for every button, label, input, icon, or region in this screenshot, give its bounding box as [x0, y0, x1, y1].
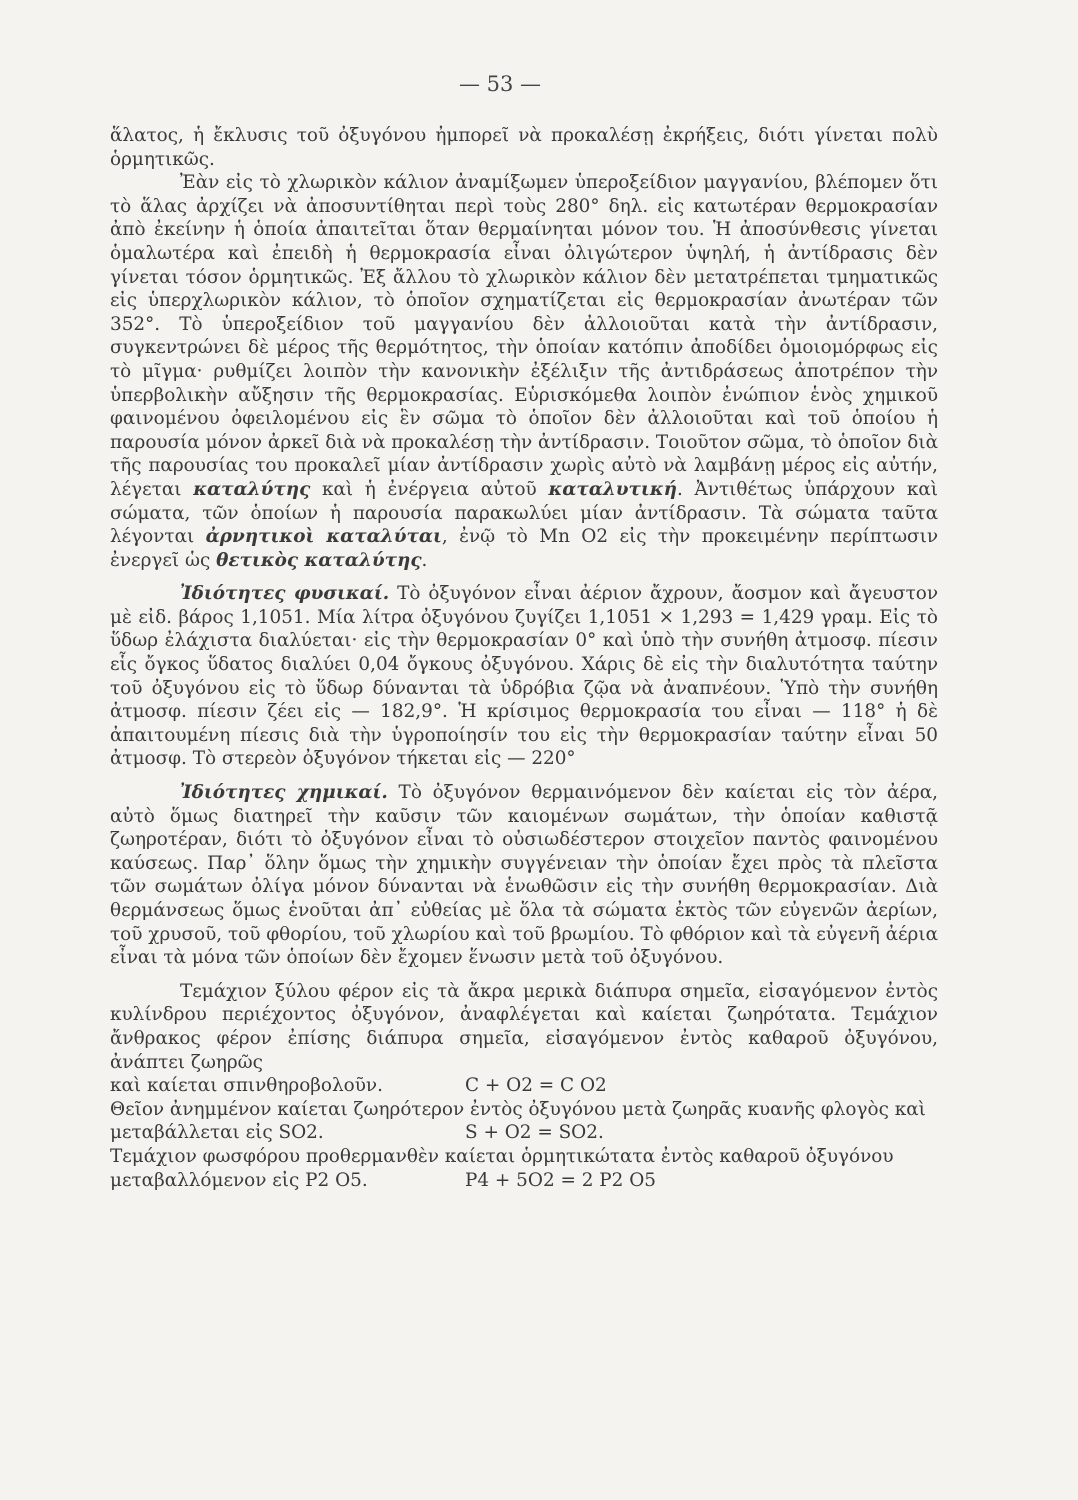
- section-heading-physical: Ἰδιότητες φυσικαί.: [180, 583, 390, 605]
- paragraph-sulfur: Θεῖον ἀνημμένον καίεται ζωηρότερον ἐντὸς ὀξυγόνου μετὰ ζωηρᾶς κυανῆς φλογὸς καὶ: [110, 1098, 926, 1120]
- term-catalytic: καταλυτική: [548, 478, 677, 500]
- section-chemical: Ἰδιότητες χημικαί. Τὸ ὀξυγόνον θερμαινόμενον δὲν καίεται εἰς τὸν ἀέρα, αὐτὸ ὅμως διατηρεῖ τὴν καῦσιν τῶν καιομένων σωμάτων, τὴν ὁποίαν καθιστᾷ ζωηροτέραν, διότι τὸ ὀξυγόνον εἶναι τὸ οὐσιωδέστερον στοιχεῖον παντὸς φαινομένου καύσεως. Παρ᾿ ὅλην ὅμως τὴν χημικὴν συγγένειαν τὴν ὁποίαν ἔχει πρὸς τὰ πλεῖστα τῶν σωμάτων ὀλίγα μόνον δύνανται νὰ ἑνωθῶσιν εἰς τὴν συνήθη θερμοκρασίαν. Διὰ θερμάνσεως ὅμως ἑνοῦται ἀπ᾿ εὐθείας μὲ ὅλα τὰ σώματα ἐκτὸς τῶν εὐγενῶν ἀερίων, τοῦ χρυσοῦ, τοῦ φθορίου, τοῦ χλωρίου καὶ τοῦ βρωμίου. Τὸ φθόριον καὶ τὰ εὐγενῆ ἀέρια εἶναι τὰ μόνα τῶν ὁποίων δὲν ἔχομεν ἕνωσιν μετὰ τοῦ ὀξυγόνου.: [110, 782, 939, 969]
- term-positive-catalyst: θετικὸς καταλύτης: [216, 549, 422, 571]
- paragraph: ἅλατος, ἡ ἔκλυσις τοῦ ὀξυγόνου ἠμπορεῖ νὰ προκαλέσῃ ἐκρήξεις, διότι γίνεται πολὺ ὁρμητικῶς.: [110, 125, 938, 170]
- paragraph: Ἐὰν εἰς τὸ χλωρικὸν κάλιον ἀναμίξωμεν ὑπεροξείδιον μαγγανίου, βλέπομεν ὅτι τὸ ἅλας ἀρχίζει νὰ ἀποσυντίθηται περὶ τοὺς 280° δηλ. εἰς κατωτέραν θερμοκρασίαν ἀπὸ ἐκείνην ἡ ὁποία ἀπαιτεῖται ὅταν θερμαίνηται μόνον του. Ἡ ἀποσύνθεσις γίνεται ὁμαλωτέρα καὶ ἐπειδὴ ἡ θερμοκρασία εἶναι ὀλιγώτερον ὑψηλή, ἡ ἀντίδρασις δὲν γίνεται τόσον ὁρμητικῶς. Ἐξ ἄλλου τὸ χλωρικὸν κάλιον δὲν μετατρέπεται τμηματικῶς εἰς ὑπερχλωρικὸν κάλιον, τὸ ὁποῖον σχηματίζεται εἰς θερμοκρασίαν ἀνωτέραν τῶν 352°. Τὸ ὑπεροξείδιον τοῦ μαγγανίου δὲν ἀλλοιοῦται κατὰ τὴν ἀντίδρασιν, συγκεντρώνει δὲ μέρος τῆς θερμότητος, τὴν ὁποίαν κατόπιν ἀποδίδει ὁμοιομόρφως εἰς τὸ μῖγμα· ρυθμίζει λοιπὸν τὴν κανονικὴν ἐξέλιξιν τῆς ἀντιδράσεως ἀποτρέπον τὴν ὑπερβολικὴν αὔξησιν τῆς θερμοκρασίας. Εὑρισκόμεθα λοιπὸν ἐνώπιον ἑνὸς χημικοῦ φαινομένου ὀφειλομένου εἰς ἓν σῶμα τὸ ὁποῖον δὲν ἀλλοιοῦται καὶ τοῦ ὁποίου ἡ παρουσία μόνον ἀρκεῖ διὰ νὰ προκαλέσῃ τὴν ἀντίδρασιν. Τοιοῦτον σῶμα, τὸ ὁποῖον διὰ τῆς παρουσίας του προκαλεῖ μίαν ἀντίδρασιν χωρὶς αὐτὸ νὰ λαμβάνῃ μέρος εἰς αὐτήν, λέγεται καταλύτης καὶ ἡ ἐνέργεια αὐτοῦ καταλυτική. Ἀντιθέτως ὑπάρχουν καὶ σώματα, τῶν ὁποίων ἡ παρουσία παρακωλύει μίαν ἀντίδρασιν. Τὰ σώματα ταῦτα λέγονται ἀρνητικοὶ καταλύται, ἐνῷ τὸ Mn O2 εἰς τὴν προκειμένην περίπτωσιν ἐνεργεῖ ὡς θετικὸς καταλύτης.: [110, 172, 939, 571]
- reaction-formula: C + O2 = C O2: [465, 1075, 607, 1097]
- body-text: [110, 124, 938, 1192]
- reaction-lead: μεταβαλλόμενον εἰς P2 O5.: [110, 1169, 368, 1191]
- reaction-formula: S + O2 = SO2.: [465, 1122, 604, 1144]
- paragraph-phosphorus: Τεμάχιον φωσφόρου προθερμανθὲν καίεται ὁρμητικώτατα ἐντὸς καθαροῦ ὀξυγόνου: [110, 1145, 894, 1167]
- section-heading-chemical: Ἰδιότητες χημικαί.: [180, 782, 388, 804]
- term-negative-catalysts: ἀρνητικοὶ καταλύται: [205, 526, 442, 548]
- reaction-carbon: [110, 1074, 938, 1098]
- paragraph-wood: Τεμάχιον ξύλου φέρον εἰς τὰ ἄκρα μερικὰ διάπυρα σημεῖα, εἰσαγόμενον ἐντὸς κυλίνδρου περιέχοντος ὀξυγόνον, ἀναφλέγεται καὶ καίεται ζωηρότατα. Τεμάχιον ἄνθρακος φέρον ἐπίσης διάπυρα σημεῖα, εἰσαγόμενον ἐντὸς καθαροῦ ὀξυγόνου, ἀνάπτει ζωηρῶς: [110, 980, 938, 1073]
- page-number: — 53 —: [458, 72, 542, 96]
- reaction-lead: μεταβάλλεται εἰς SO2.: [110, 1122, 324, 1144]
- reaction-sulfur: [110, 1121, 938, 1145]
- section-physical: Ἰδιότητες φυσικαί. Τὸ ὀξυγόνον εἶναι ἀέριον ἄχρουν, ἄοσμον καὶ ἄγευστον μὲ εἰδ. βάρος 1,1051. Μία λίτρα ὀξυγόνου ζυγίζει 1,1051 × 1,293 = 1,429 γραμ. Εἰς τὸ ὕδωρ ἐλάχιστα διαλύεται· εἰς τὴν θερμοκρασίαν 0° καὶ ὑπὸ τὴν συνήθη ἀτμοσφ. πίεσιν εἷς ὄγκος ὕδατος διαλύει 0,04 ὄγκους ὀξυγόνου. Χάρις δὲ εἰς τὴν διαλυτότητα ταύτην τοῦ ὀξυγόνου εἰς τὸ ὕδωρ δύνανται τὰ ὑδρόβια ζῷα νὰ ἀναπνέουν. Ὑπὸ τὴν συνήθη ἀτμοσφ. πίεσιν ζέει εἰς — 182,9°. Ἡ κρίσιμος θερμοκρασία του εἶναι — 118° ἡ δὲ ἀπαιτουμένη πίεσις διὰ τὴν ὑγροποίησίν του εἰς τὴν θερμοκρασίαν ταύτην εἶναι 50 ἀτμοσφ. Τὸ στερεὸν ὀξυγόνον τήκεται εἰς — 220°: [110, 583, 938, 770]
- reaction-phosphorus: [110, 1169, 938, 1193]
- term-catalyst: καταλύτης: [193, 478, 311, 500]
- reaction-formula: P4 + 5O2 = 2 P2 O5: [465, 1169, 657, 1191]
- reaction-lead: καὶ καίεται σπινθηροβολοῦν.: [110, 1075, 383, 1097]
